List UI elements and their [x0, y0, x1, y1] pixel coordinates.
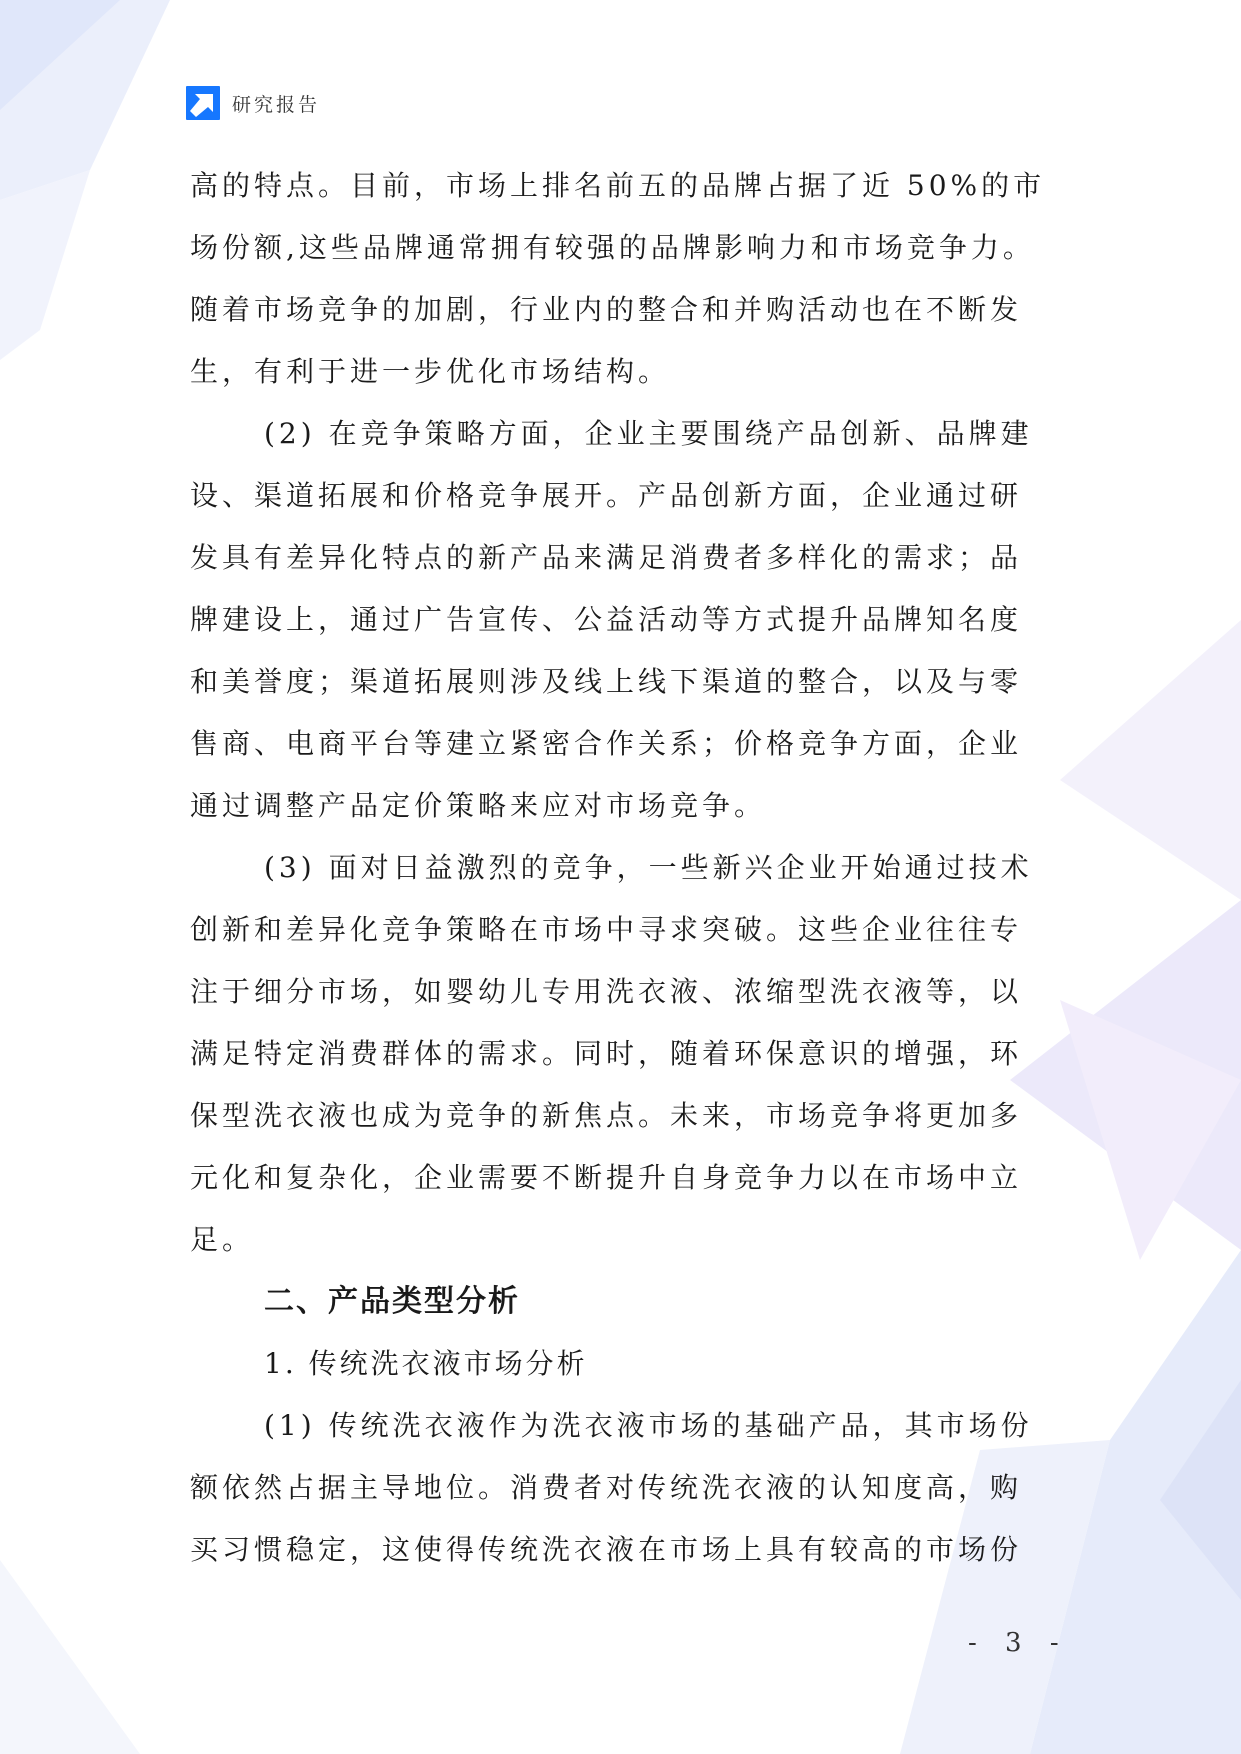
text-line: 和美誉度；渠道拓展则涉及线上线下渠道的整合，以及与零	[190, 665, 1023, 698]
arrow-up-right-icon	[186, 86, 220, 120]
header-title: 研究报告	[232, 93, 321, 116]
paragraph	[190, 1395, 1090, 1581]
text-line: 额依然占据主导地位。消费者对传统洗衣液的认知度高，购	[190, 1471, 1023, 1504]
subsection-heading: 1. 传统洗衣液市场分析	[264, 1347, 588, 1380]
text-line: 足。	[190, 1223, 255, 1256]
text-line: 买习惯稳定，这使得传统洗衣液在市场上具有较高的市场份	[190, 1533, 1023, 1566]
text-line: 保型洗衣液也成为竞争的新焦点。未来，市场竞争将更加多	[190, 1099, 1023, 1132]
text-line: 发具有差异化特点的新产品来满足消费者多样化的需求；品	[190, 541, 1023, 574]
page-number: - 3 -	[968, 1628, 1069, 1658]
paragraph	[190, 403, 1090, 837]
section-heading: 二、产品类型分析	[264, 1284, 520, 1319]
document-body	[190, 155, 1090, 1581]
text-line: 生，有利于进一步优化市场结构。	[190, 355, 671, 388]
report-header	[186, 86, 320, 120]
text-line: 售商、电商平台等建立紧密合作关系；价格竞争方面，企业	[190, 727, 1023, 760]
paragraph	[190, 155, 1090, 403]
text-line: 随着市场竞争的加剧，行业内的整合和并购活动也在不断发	[190, 293, 1023, 326]
text-line: 高的特点。目前，市场上排名前五的品牌占据了近 50%的市	[190, 169, 1046, 202]
text-line: 元化和复杂化，企业需要不断提升自身竞争力以在市场中立	[190, 1161, 1023, 1194]
text-line: 创新和差异化竞争策略在市场中寻求突破。这些企业往往专	[190, 913, 1023, 946]
text-line: 满足特定消费群体的需求。同时，随着环保意识的增强，环	[190, 1037, 1023, 1070]
text-line: 设、渠道拓展和价格竞争展开。产品创新方面，企业通过研	[190, 479, 1023, 512]
text-line: 注于细分市场，如婴幼儿专用洗衣液、浓缩型洗衣液等，以	[190, 975, 1023, 1008]
text-line: (3) 面对日益激烈的竞争，一些新兴企业开始通过技术	[264, 851, 1033, 884]
text-line: (1) 传统洗衣液作为洗衣液市场的基础产品，其市场份	[264, 1409, 1033, 1442]
text-line: 通过调整产品定价策略来应对市场竞争。	[190, 789, 767, 822]
text-line: (2) 在竞争策略方面，企业主要围绕产品创新、品牌建	[264, 417, 1033, 450]
text-line: 场份额,这些品牌通常拥有较强的品牌影响力和市场竞争力。	[190, 231, 1035, 264]
paragraph	[190, 837, 1090, 1271]
text-line: 牌建设上，通过广告宣传、公益活动等方式提升品牌知名度	[190, 603, 1023, 636]
